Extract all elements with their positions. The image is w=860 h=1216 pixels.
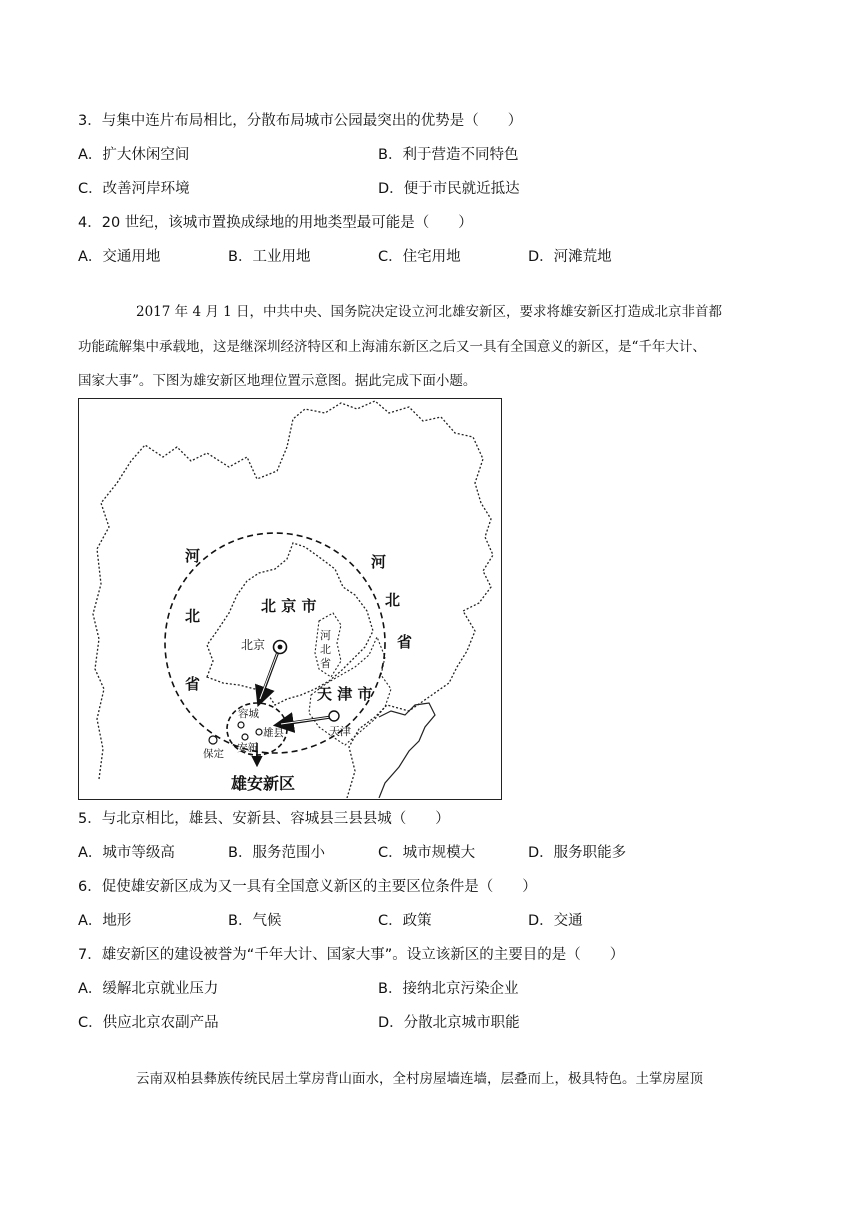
q3-option-b: B．利于营造不同特色 (378, 147, 519, 163)
baoding-marker (209, 736, 217, 744)
q6-stem: 6．促使雄安新区成为又一具有全国意义新区的主要区位条件是（ ） (78, 879, 537, 895)
xiongxian-marker (256, 729, 262, 735)
label-baoding: 保定 (203, 748, 224, 760)
label-hebei-enclave-1: 河 (320, 629, 331, 642)
rongcheng-marker (238, 722, 244, 728)
q7-option-a: A．缓解北京就业压力 (78, 981, 219, 997)
label-xiongxian: 雄县 (263, 727, 284, 739)
q4-option-b: B．工业用地 (228, 249, 311, 265)
q7-stem: 7．雄安新区的建设被誉为“千年大计、国家大事”。设立该新区的主要目的是（ ） (78, 947, 625, 963)
q5-stem: 5．与北京相比，雄县、安新县、容城县三县县城（ ） (78, 811, 450, 827)
q6-option-a: A．地形 (78, 913, 132, 929)
anxin-marker (242, 734, 248, 740)
label-beijing: 北京 (241, 638, 266, 652)
q5-option-b: B．服务范围小 (228, 845, 325, 861)
passage1-line-1: 2017 年 4 月 1 日，中共中央、国务院决定设立河北雄安新区，要求将雄安新区打造成北京非首都 (136, 304, 722, 320)
label-hebei-left-3: 省 (185, 675, 201, 693)
label-hebei-enclave-3: 省 (320, 657, 331, 670)
coastline (379, 703, 435, 798)
q5-option-c: C．城市规模大 (378, 845, 476, 861)
label-hebei-enclave-2: 北 (320, 643, 331, 656)
q7-option-c: C．供应北京农副产品 (78, 1015, 219, 1031)
label-rongcheng: 容城 (238, 708, 259, 720)
passage2-line-1: 云南双柏县彝族传统民居土掌房背山面水，全村房屋墙连墙，层叠而上，极具特色。土掌房屋顶 (136, 1071, 703, 1087)
label-hebei-right-1: 河 (371, 553, 387, 571)
xiongan-location-map (78, 398, 502, 800)
passage1-line-3: 国家大事”。下图为雄安新区地理位置示意图。据此完成下面小题。 (78, 373, 477, 389)
q3-stem: 3．与集中连片布局相比，分散布局城市公园最突出的优势是（ ） (78, 113, 523, 129)
tianjin-marker (329, 711, 339, 721)
q7-option-b: B．接纳北京污染企业 (378, 981, 519, 997)
label-hebei-left-2: 北 (185, 607, 201, 625)
q3-option-a: A．扩大休闲空间 (78, 147, 190, 163)
label-beijing-shi: 北 京 市 (261, 597, 317, 615)
q4-stem: 4．20 世纪，该城市置换成绿地的用地类型最可能是（ ） (78, 215, 473, 231)
q5-option-a: A．城市等级高 (78, 845, 175, 861)
label-tianjin-shi: 天 津 市 (317, 685, 373, 703)
q6-option-d: D．交通 (528, 913, 583, 929)
beijing-boundary (207, 543, 373, 705)
label-tianjin: 天津 (329, 725, 351, 738)
q4-option-a: A．交通用地 (78, 249, 161, 265)
label-xiongan: 雄安新区 (231, 774, 296, 793)
q3-option-c: C．改善河岸环境 (78, 181, 190, 197)
label-hebei-right-3: 省 (397, 633, 413, 651)
label-anxin: 安新 (237, 742, 258, 754)
q3-option-d: D．便于市民就近抵达 (378, 181, 520, 197)
label-hebei-right-2: 北 (385, 591, 401, 609)
q7-option-d: D．分散北京城市职能 (378, 1015, 520, 1031)
q6-option-b: B．气候 (228, 913, 282, 929)
q4-option-c: C．住宅用地 (378, 249, 461, 265)
arrow-tianjin-to-xiongan-inner (281, 717, 331, 724)
q6-option-c: C．政策 (378, 913, 432, 929)
q5-option-d: D．服务职能多 (528, 845, 627, 861)
beijing-marker-dot (278, 645, 283, 650)
map-svg (79, 399, 500, 798)
passage1-line-2: 功能疏解集中承载地，这是继深圳经济特区和上海浦东新区之后又一具有全国意义的新区，是“千年大计、 (78, 339, 706, 355)
label-hebei-left-1: 河 (185, 547, 201, 565)
q4-option-d: D．河滩荒地 (528, 249, 612, 265)
arrow-beijing-to-xiongan-inner (260, 649, 279, 699)
